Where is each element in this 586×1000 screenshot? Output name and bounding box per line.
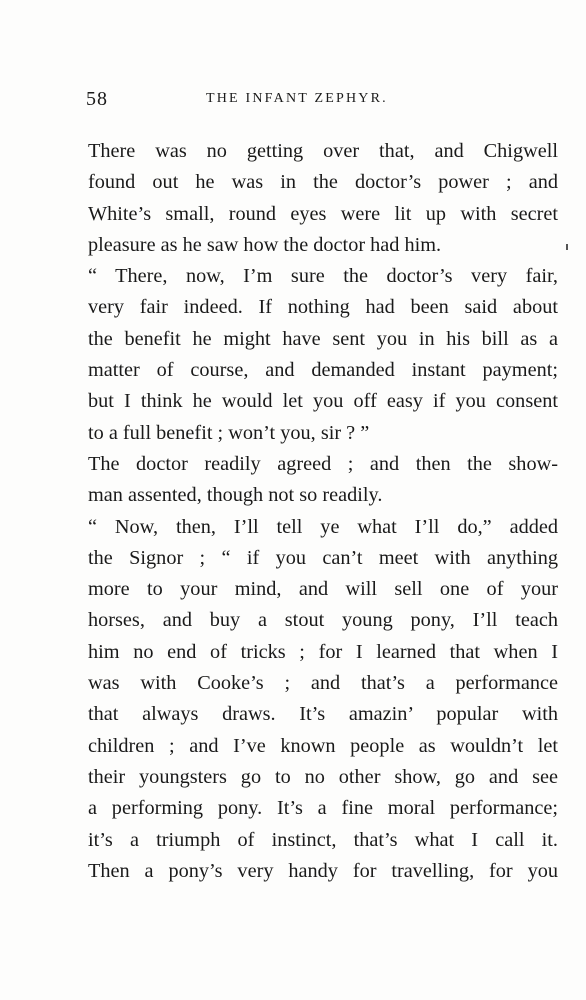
- text-line: but I think he would let you off easy if you consent: [88, 390, 558, 413]
- margin-mark: [566, 244, 568, 250]
- running-title: THE INFANT ZEPHYR.: [206, 91, 388, 106]
- text-line: him no end of tricks ; for I learned that when I: [88, 640, 558, 663]
- text-line: a performing pony. It’s a fine moral performance;: [88, 797, 558, 820]
- text-line: to a full benefit ; won’t you, sir ? ”: [88, 421, 370, 444]
- text-line: Then a pony’s very handy for travelling, for you: [88, 859, 558, 882]
- text-line: man assented, though not so readily.: [88, 484, 383, 507]
- text-line: their youngsters go to no other show, go and see: [88, 765, 558, 788]
- text-line: children ; and I’ve known people as wouldn’t let: [88, 734, 558, 757]
- text-line: it’s a triumph of instinct, that’s what I call it.: [88, 828, 558, 851]
- text-line: horses, and buy a stout young pony, I’ll teach: [88, 609, 558, 632]
- text-line: There was no getting over that, and Chigwell: [88, 140, 558, 162]
- text-line: “ Now, then, I’ll tell ye what I’ll do,” added: [88, 515, 558, 538]
- body-text: [88, 136, 558, 887]
- text-line: pleasure as he saw how the doctor had him.: [88, 233, 442, 256]
- page-header: [86, 88, 558, 112]
- text-line: found out he was in the doctor’s power ; and: [88, 171, 558, 194]
- text-line: that always draws. It’s amazin’ popular with: [88, 703, 558, 726]
- text-line: matter of course, and demanded instant payment;: [88, 359, 558, 382]
- text-line: very fair indeed. If nothing had been said about: [88, 296, 558, 319]
- text-line: more to your mind, and will sell one of your: [88, 578, 558, 601]
- text-line: White’s small, round eyes were lit up with secret: [88, 202, 558, 225]
- text-line: The doctor readily agreed ; and then the show-: [88, 452, 558, 475]
- page-number: 58: [86, 88, 108, 110]
- text-line: the Signor ; “ if you can’t meet with anything: [88, 546, 558, 569]
- text-line: was with Cooke’s ; and that’s a performance: [88, 672, 558, 695]
- text-line: “ There, now, I’m sure the doctor’s very fair,: [88, 265, 558, 288]
- text-line: the benefit he might have sent you in his bill as a: [88, 327, 558, 350]
